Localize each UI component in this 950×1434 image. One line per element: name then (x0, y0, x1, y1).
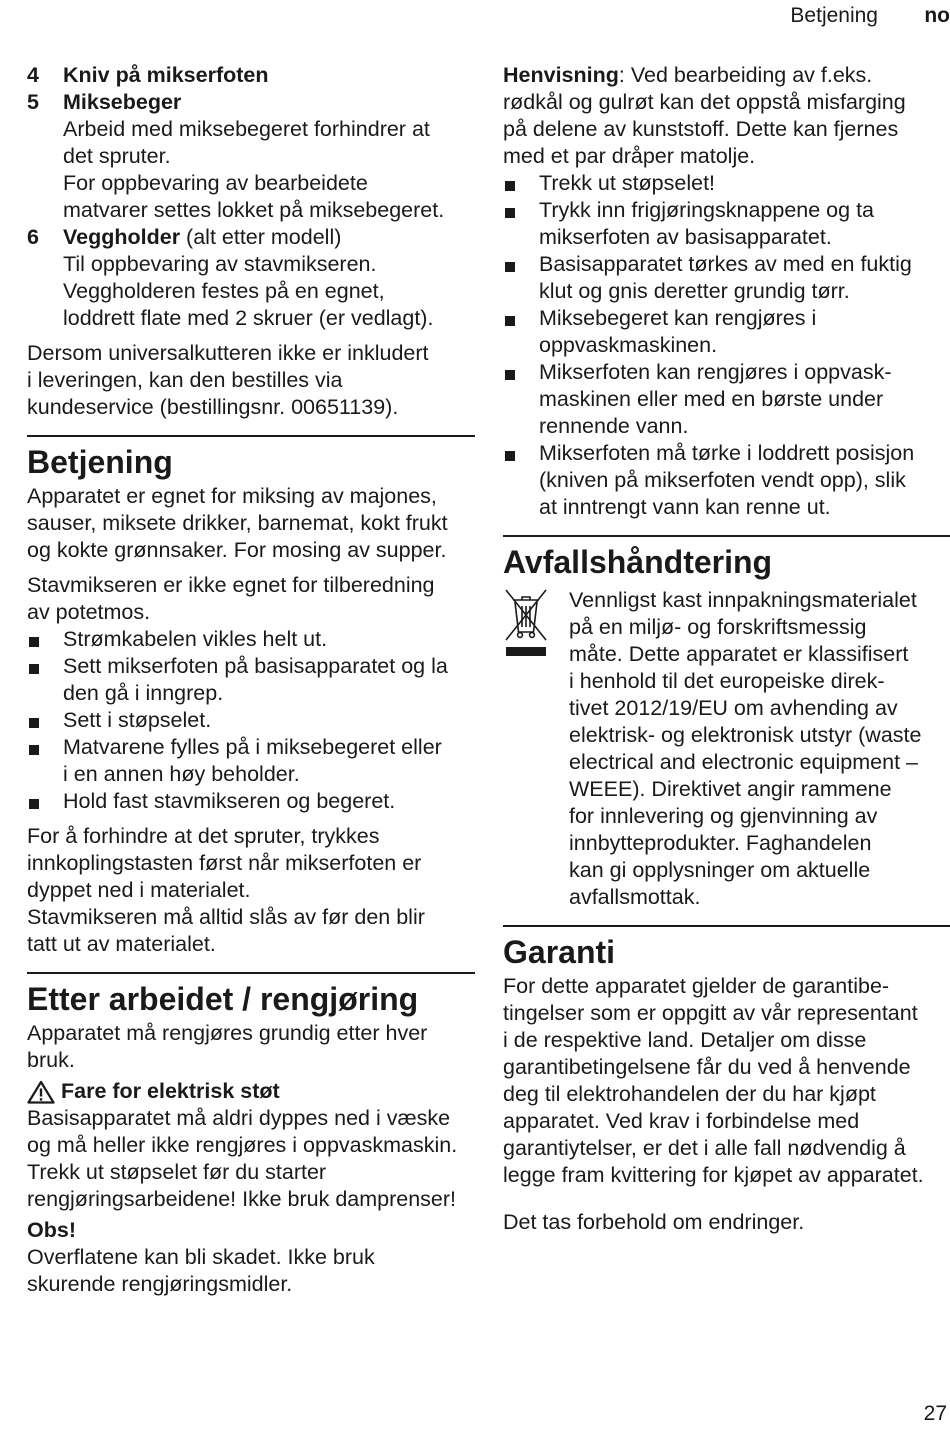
item-title: Miksebeger (63, 90, 182, 114)
text-line: på en miljø- og forskriftsmessig (569, 615, 867, 639)
text-line: tingelser som er oppgitt av vår representant (503, 1001, 918, 1025)
text-line: Mikserfoten må tørke i loddrett posisjon (539, 441, 915, 465)
bullet-square-icon (503, 197, 539, 251)
section-heading: Avfallshåndtering (503, 535, 950, 583)
list-item (503, 359, 950, 440)
text-line: i de respektive land. Detaljer om disse (503, 1028, 867, 1052)
text-line: legge fram kvittering for kjøpet av apparatet. (503, 1163, 924, 1187)
text-line: bruk. (27, 1048, 75, 1072)
text-line: for innlevering og gjenvinning av (569, 804, 878, 828)
weee-crossed-bin-icon (503, 587, 569, 911)
parts-list-item (27, 224, 475, 332)
text-line: electrical and electronic equipment – (569, 750, 918, 774)
section-etter-arbeidet (27, 972, 475, 1298)
text-line: rengjøringsarbeidene! Ikke bruk damprenser! (27, 1187, 457, 1211)
text-line: Vennligst kast innpakningsmaterialet (569, 588, 917, 612)
list-item (503, 197, 950, 251)
text-line: : Ved bearbeiding av f.eks. (618, 63, 873, 87)
text-line: dyppet ned i materialet. (27, 878, 251, 902)
text-line: i henhold til det europeiske direk- (569, 669, 885, 693)
list-item (503, 251, 950, 305)
text-line: For dette apparatet gjelder de garantibe- (503, 974, 890, 998)
waste-disposal-text (569, 587, 950, 911)
text-line: kundeservice (bestillingsnr. 00651139). (27, 395, 399, 419)
text-line: tivet 2012/19/EU om avhending av (569, 696, 898, 720)
text-line: avfallsmottak. (569, 885, 701, 909)
text-line: på delene av kunststoff. Dette kan fjernes (503, 117, 899, 141)
bullet-square-icon (503, 305, 539, 359)
item-text-line: matvarer settes lokket på miksebegeret. (63, 198, 445, 222)
bullet-square-icon (27, 626, 63, 653)
section-garanti (503, 925, 950, 1236)
warning-title: Fare for elektrisk støt (61, 1079, 280, 1103)
item-text-line: Veggholderen festes på en egnet, (63, 279, 385, 303)
warning-text (27, 1105, 475, 1213)
warranty-text (503, 973, 950, 1189)
instruction-list (27, 626, 475, 815)
bullet-square-icon (27, 734, 63, 788)
item-text-line: For oppbevaring av bearbeidete (63, 171, 368, 195)
text-line: i en annen høy beholder. (63, 762, 300, 786)
bullet-square-icon (503, 440, 539, 521)
left-column (27, 62, 475, 1306)
item-number: 4 (27, 63, 39, 87)
note-paragraph (503, 62, 950, 170)
text-line: måte. Dette apparatet er klassifisert (569, 642, 909, 666)
page-header (0, 2, 950, 30)
text-line: elektrisk- og elektronisk utstyr (waste (569, 723, 922, 747)
text-line: sauser, miksete drikker, barnemat, kokt frukt (27, 511, 448, 535)
text-line: av potetmos. (27, 600, 151, 624)
item-title-note: (alt etter modell) (180, 225, 342, 249)
list-item (27, 734, 475, 788)
text-line: tatt ut av materialet. (27, 932, 216, 956)
text-line: mikserfoten av basisapparatet. (539, 225, 832, 249)
text-line: Basisapparatet må aldri dyppes ned i væske (27, 1106, 451, 1130)
list-item (503, 170, 950, 197)
right-column (503, 62, 950, 1236)
text-line: og kokte grønnsaker. For mosing av supper. (27, 538, 447, 562)
paragraph (27, 572, 475, 626)
item-text-line: Til oppbevaring av stavmikseren. (63, 252, 377, 276)
text-line: apparatet. Ved krav i forbindelse med (503, 1109, 860, 1133)
parts-list-item (27, 62, 475, 89)
text-line: i leveringen, kan den bestilles via (27, 368, 343, 392)
item-title: Veggholder (63, 225, 181, 249)
text-line: For å forhindre at det spruter, trykkes (27, 824, 380, 848)
text-line: og må heller ikke rengjøres i oppvaskmaskin. (27, 1133, 458, 1157)
obs-text (27, 1244, 475, 1298)
paragraph (27, 823, 475, 958)
paragraph (27, 483, 475, 564)
text-line: deg til elektrohandelen der du har kjøpt (503, 1082, 876, 1106)
text-line: Dersom universalkutteren ikke er inkludert (27, 341, 429, 365)
text-line: Trykk inn frigjøringsknappene og ta (539, 198, 875, 222)
text-line: Stavmikseren må alltid slås av før den blir (27, 905, 425, 929)
text-line: Sett i støpselet. (63, 708, 212, 732)
text-line: oppvaskmaskinen. (539, 333, 718, 357)
list-item (27, 653, 475, 707)
text-line: maskinen eller med en børste under (539, 387, 884, 411)
text-line: garantiytelser, er det i alle fall nødvendig å (503, 1136, 906, 1160)
section-heading: Etter arbeidet / rengjøring (27, 972, 475, 1020)
bullet-square-icon (27, 653, 63, 707)
parts-list-item (27, 89, 475, 224)
text-line: innbytteprodukter. Faghandelen (569, 831, 872, 855)
text-line: Mikserfoten kan rengjøres i oppvask- (539, 360, 892, 384)
section-heading: Garanti (503, 925, 950, 973)
bullet-square-icon (503, 359, 539, 440)
list-item (27, 707, 475, 734)
header-section-title: Betjening (790, 4, 878, 27)
page-number: 27 (923, 1402, 947, 1425)
cleaning-list (503, 170, 950, 521)
text-line: kan gi opplysninger om aktuelle (569, 858, 871, 882)
text-line: rødkål og gulrøt kan det oppstå misfarging (503, 90, 906, 114)
warning-heading (27, 1078, 475, 1105)
list-item (27, 626, 475, 653)
universal-cutter-note (27, 340, 475, 421)
text-line: Overflatene kan bli skadet. Ikke bruk (27, 1245, 375, 1269)
text-line: WEEE). Direktivet angir rammene (569, 777, 892, 801)
text-line: Hold fast stavmikseren og begeret. (63, 789, 396, 813)
text-line: Stavmikseren er ikke egnet for tilberedning (27, 573, 435, 597)
text-line: innkoplingstasten først når mikserfoten er (27, 851, 422, 875)
text-line: at inntrengt vann kan renne ut. (539, 495, 831, 519)
bullet-square-icon (503, 251, 539, 305)
text-line: Sett mikserfoten på basisapparatet og la (63, 654, 448, 678)
text-line: klut og gnis deretter grundig tørr. (539, 279, 850, 303)
text-line: Basisapparatet tørkes av med en fuktig (539, 252, 912, 276)
bullet-square-icon (503, 170, 539, 197)
item-text-line: loddrett flate med 2 skruer (er vedlagt). (63, 306, 434, 330)
text-line: (kniven på mikserfoten vendt opp), slik (539, 468, 906, 492)
text-line: Apparatet må rengjøres grundig etter hver (27, 1021, 428, 1045)
note-label: Henvisning (503, 63, 619, 87)
list-item (27, 788, 475, 815)
section-heading: Betjening (27, 435, 475, 483)
bullet-square-icon (27, 707, 63, 734)
bullet-square-icon (27, 788, 63, 815)
text-line: rennende vann. (539, 414, 689, 438)
text-line: skurende rengjøringsmidler. (27, 1272, 293, 1296)
list-item (503, 440, 950, 521)
item-text-line: det spruter. (63, 144, 171, 168)
item-text-line: Arbeid med miksebegeret forhindrer at (63, 117, 430, 141)
section-betjening (27, 435, 475, 958)
text-line: garantibetingelsene får du ved å henvende (503, 1055, 911, 1079)
text-line: med et par dråper matolje. (503, 144, 756, 168)
text-line: Miksebegeret kan rengjøres i (539, 306, 817, 330)
parts-list (27, 62, 475, 332)
item-number: 6 (27, 225, 39, 249)
closing-note: Det tas forbehold om endringer. (503, 1210, 805, 1234)
item-title: Kniv på mikserfoten (63, 63, 269, 87)
text-line: Trekk ut støpselet! (539, 171, 716, 195)
paragraph (27, 1020, 475, 1074)
waste-disposal-block (503, 587, 950, 911)
header-language-code: no (924, 4, 950, 27)
text-line: Strømkabelen vikles helt ut. (63, 627, 328, 651)
item-number: 5 (27, 90, 39, 114)
section-avfallshandtering (503, 535, 950, 911)
text-line: den gå i inngrep. (63, 681, 224, 705)
text-line: Matvarene fylles på i miksebegeret eller (63, 735, 442, 759)
list-item (503, 305, 950, 359)
text-line: Trekk ut støpselet før du starter (27, 1160, 327, 1184)
obs-heading: Obs! (27, 1218, 76, 1242)
warning-triangle-icon (27, 1080, 55, 1104)
text-line: Apparatet er egnet for miksing av majones, (27, 484, 437, 508)
